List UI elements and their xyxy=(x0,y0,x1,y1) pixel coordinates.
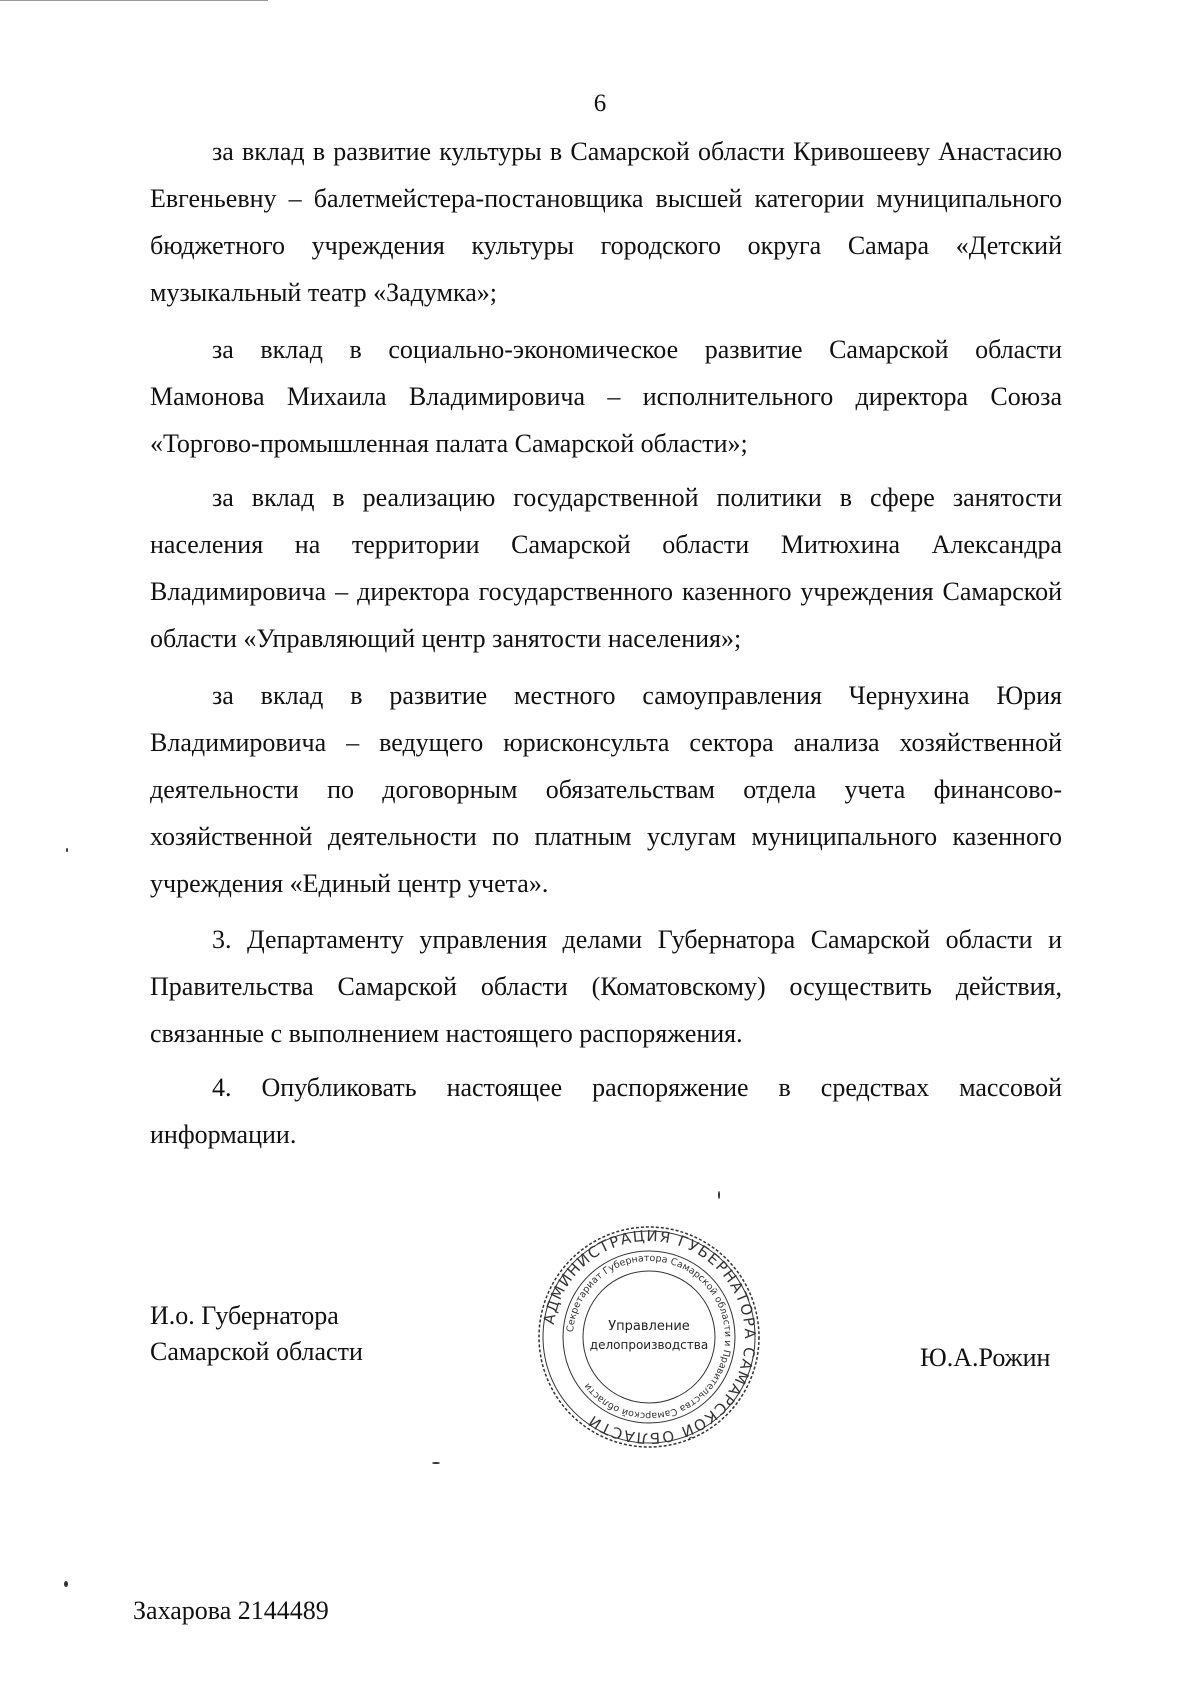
signatory-title-line1: И.о. Губернатора xyxy=(150,1301,339,1330)
executor-contact: Захарова 2144489 xyxy=(133,1596,329,1625)
paragraph-item-4: 4. Опубликовать настоящее распоряжение в средствах массовой информации. xyxy=(150,1073,1062,1149)
scan-speck xyxy=(718,1191,720,1199)
stamp-seal-graphic xyxy=(536,1224,762,1450)
signatory-title-line2: Самарской области xyxy=(150,1337,363,1366)
signatory-name: Ю.А.Рожин xyxy=(920,1343,1051,1372)
page-number: 6 xyxy=(593,90,607,117)
paragraph-item-3: 3. Департаменту управления делами Губернатора Самарской области и Правительства Самарской области (Коматовскому) осуществить действия, связанные с выполнением настоящего распоряжения. xyxy=(150,925,1062,1048)
official-stamp xyxy=(536,1224,762,1450)
paragraph-award-economy: за вклад в социально-экономическое развитие Самарской области Мамонова Михаила Владимировича – исполнительного директора Союза «Торгово-промышленная палата Самарской области»; xyxy=(150,335,1062,458)
paragraph-award-employment: за вклад в реализацию государственной политики в сфере занятости населения на территории Самарской области Митюхина Александра Владимировича – директора государственного казенного учреждения Самарской области «Управляющий центр занятости населения»; xyxy=(150,483,1062,653)
scan-speck xyxy=(432,1462,440,1464)
paragraph-award-self-government: за вклад в развитие местного самоуправления Чернухина Юрия Владимировича – ведущего юрисконсульта сектора анализа хозяйственной деятельности по договорным обязательствам отдела учета финансово-хозяйственной деятельности по платным услугам муниципального казенного учреждения «Единый центр учета». xyxy=(150,681,1062,898)
scan-speck xyxy=(64,1581,68,1587)
stamp-outer-text: АДМИНИСТРАЦИЯ ГУБЕРНАТОРА САМАРСКОЙ ОБЛАСТИ xyxy=(539,1226,760,1448)
paragraph-award-culture: за вклад в развитие культуры в Самарской области Кривошееву Анастасию Евгеньевну – балетмейстера-постановщика высшей категории муниципального бюджетного учреждения культуры городского округа Самара «Детский музыкальный театр «Задумка»; xyxy=(150,137,1062,307)
signatory-title xyxy=(150,1298,450,1370)
scan-speck xyxy=(66,848,68,852)
stamp-middle-text: Секретариат Губернатора Самарской области и Правительства Самарской области xyxy=(565,1252,734,1422)
top-border-line xyxy=(0,0,268,1)
stamp-center-line2: делопроизводства xyxy=(589,1338,709,1352)
stamp-center-line1: Управление xyxy=(608,1319,690,1334)
